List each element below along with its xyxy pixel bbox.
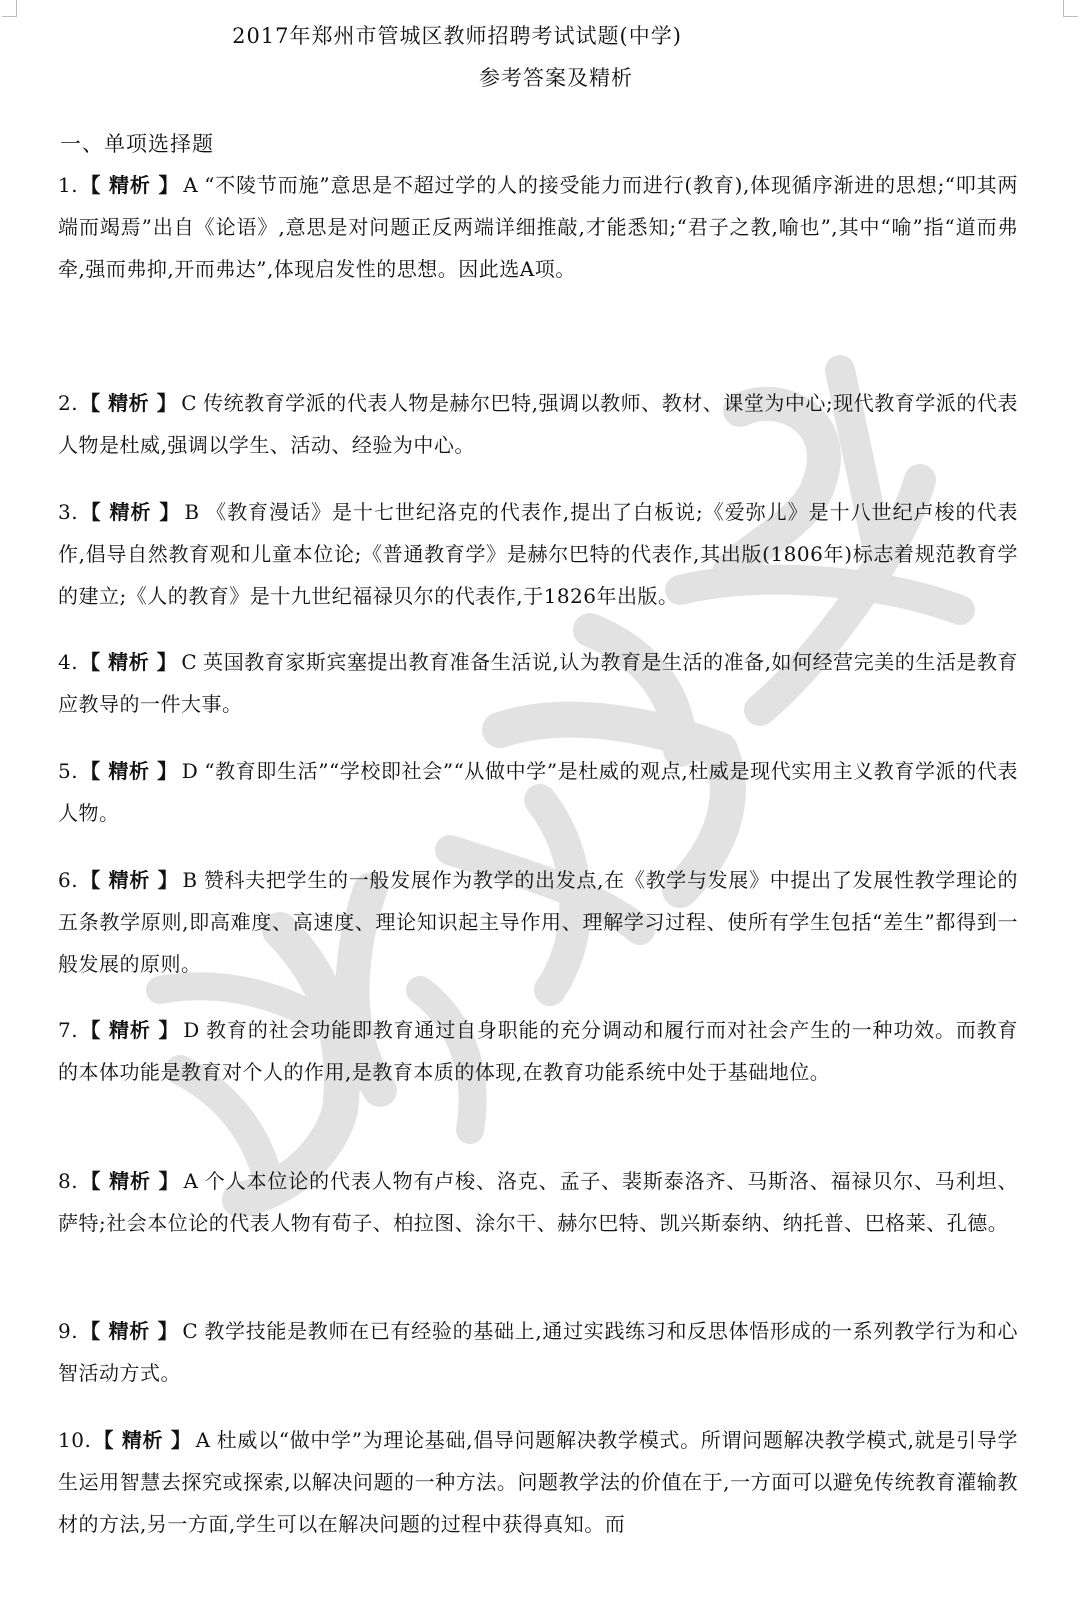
explanation-text: 杜威以“做中学”为理论基础,倡导问题解决教学模式。所谓问题解决教学模式,就是引导学生运用智慧去探究或探索,以解决问题的一种方法。问题教学法的价值在于,一方面可以避免传统教育灌输教材的方法,另一方面,学生可以在解决问题的过程中获得真知。而 bbox=[58, 1428, 1018, 1536]
explanation-text: “教育即生活”“学校即社会”“从做中学”是杜威的观点,杜威是现代实用主义教育学派的代表人物。 bbox=[58, 759, 1018, 825]
explanation-text: 个人本位论的代表人物有卢梭、洛克、孟子、裴斯泰洛齐、马斯洛、福禄贝尔、马利坦、萨特;社会本位论的代表人物有荀子、柏拉图、涂尔干、赫尔巴特、凯兴斯泰纳、纳托普、巴格莱、孔德。 bbox=[58, 1169, 1019, 1235]
item-number: 8. bbox=[58, 1169, 79, 1193]
answer-letter: B bbox=[184, 500, 200, 524]
answer-letter: A bbox=[183, 173, 199, 197]
analysis-tag: 【 精析 】 bbox=[93, 1428, 192, 1452]
item-number: 10. bbox=[58, 1428, 92, 1452]
answer-letter: D bbox=[183, 1018, 200, 1042]
answer-item-9 bbox=[58, 1310, 1018, 1394]
answer-letter: B bbox=[182, 868, 198, 892]
analysis-tag: 【 精析 】 bbox=[80, 650, 178, 674]
analysis-tag: 【 精析 】 bbox=[80, 1018, 180, 1042]
explanation-text: 教学技能是教师在已有经验的基础上,通过实践练习和反思体悟形成的一系列教学行为和心智活动方式。 bbox=[58, 1319, 1018, 1385]
explanation-text: 赞科夫把学生的一般发展作为教学的出发点,在《教学与发展》中提出了发展性教学理论的五条教学原则,即高难度、高速度、理论知识起主导作用、理解学习过程、使所有学生包括“差生”都得到一般发展的原则。 bbox=[58, 868, 1018, 976]
answer-item-10 bbox=[58, 1419, 1018, 1545]
page-corner-mark-left bbox=[2, 0, 17, 17]
answer-letter: D bbox=[181, 759, 199, 783]
analysis-tag: 【 精析 】 bbox=[80, 500, 181, 524]
answer-item-8 bbox=[58, 1160, 1018, 1244]
answer-item-6 bbox=[58, 859, 1018, 985]
analysis-tag: 【 精析 】 bbox=[80, 391, 178, 415]
section-heading: 一、单项选择题 bbox=[60, 132, 214, 156]
explanation-text: 英国教育家斯宾塞提出教育准备生活说,认为教育是生活的准备,如何经营完美的生活是教育应教导的一件大事。 bbox=[58, 650, 1018, 716]
analysis-tag: 【 精析 】 bbox=[80, 1319, 179, 1343]
explanation-text: “不陵节而施”意思是不超过学的人的接受能力而进行(教育),体现循序渐进的思想;“叩其两端而竭焉”出自《论语》,意思是对问题正反两端详细推敲,才能悉知;“君子之教,喻也”,其中“喻”指“道而弗牵,强而弗抑,开而弗达”,体现启发性的思想。因此选A项。 bbox=[58, 173, 1018, 281]
answer-item-1 bbox=[58, 164, 1018, 290]
answer-item-5 bbox=[58, 750, 1018, 834]
explanation-text: 教育的社会功能即教育通过自身职能的充分调动和履行而对社会产生的一种功效。而教育的本体功能是教育对个人的作用,是教育本质的体现,在教育功能系统中处于基础地位。 bbox=[58, 1018, 1018, 1084]
item-number: 2. bbox=[58, 391, 79, 415]
item-number: 7. bbox=[58, 1018, 79, 1042]
answer-letter: C bbox=[181, 391, 198, 415]
document-subtitle: 参考答案及精析 bbox=[479, 66, 633, 90]
analysis-tag: 【 精析 】 bbox=[80, 1169, 180, 1193]
item-number: 6. bbox=[58, 868, 79, 892]
answer-letter: A bbox=[195, 1428, 211, 1452]
item-number: 5. bbox=[58, 759, 79, 783]
answer-item-7 bbox=[58, 1009, 1018, 1093]
answer-letter: A bbox=[183, 1169, 199, 1193]
explanation-text: 《教育漫话》是十七世纪洛克的代表作,提出了白板说;《爱弥儿》是十八世纪卢梭的代表作,倡导自然教育观和儿童本位论;《普通教育学》是赫尔巴特的代表作,其出版(1806年)标志着规范教育学的建立;《人的教育》是十九世纪福禄贝尔的代表作,于1826年出版。 bbox=[58, 500, 1018, 608]
explanation-text: 传统教育学派的代表人物是赫尔巴特,强调以教师、教材、课堂为中心;现代教育学派的代表人物是杜威,强调以学生、活动、经验为中心。 bbox=[58, 391, 1018, 457]
item-number: 4. bbox=[58, 650, 79, 674]
answer-letter: C bbox=[182, 1319, 199, 1343]
answer-item-4 bbox=[58, 641, 1018, 725]
item-number: 3. bbox=[58, 500, 79, 524]
item-number: 1. bbox=[58, 173, 79, 197]
analysis-tag: 【 精析 】 bbox=[80, 759, 178, 783]
item-number: 9. bbox=[58, 1319, 79, 1343]
answer-item-3 bbox=[58, 491, 1018, 617]
answer-item-2 bbox=[58, 382, 1018, 466]
document-title: 2017年郑州市管城区教师招聘考试试题(中学) bbox=[232, 24, 682, 48]
analysis-tag: 【 精析 】 bbox=[80, 173, 180, 197]
page-corner-mark-right bbox=[1063, 0, 1078, 17]
answer-letter: C bbox=[181, 650, 198, 674]
analysis-tag: 【 精析 】 bbox=[80, 868, 179, 892]
